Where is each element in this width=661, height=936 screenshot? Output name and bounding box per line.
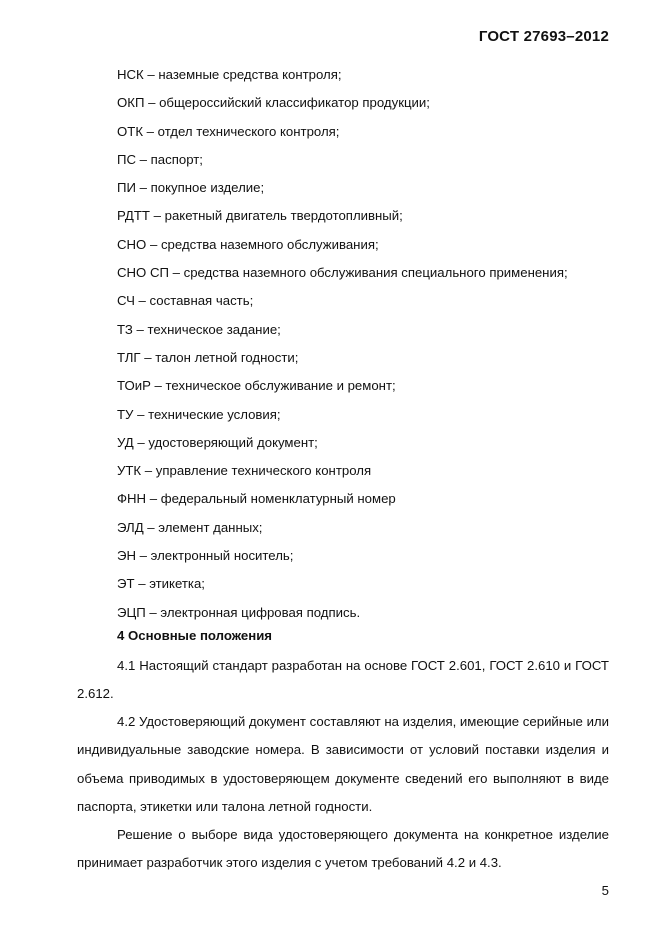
paragraph-text: 4.1 Настоящий стандарт разработан на основе ГОСТ 2.601, ГОСТ 2.610 и ГОСТ 2.612.	[77, 658, 609, 702]
abbreviation-item: ТЛГ – талон летной годности;	[117, 349, 299, 365]
abbreviation-item: УД – удостоверяющий документ;	[117, 434, 318, 450]
abbreviation-item: ЭЦП – электронная цифровая подпись.	[117, 604, 361, 620]
abbreviation-item: ПИ – покупное изделие;	[117, 180, 265, 196]
abbreviation-item: СНО – средства наземного обслуживания;	[117, 236, 379, 252]
abbreviation-item: ТУ – технические условия;	[117, 406, 281, 422]
document-code: ГОСТ 27693–2012	[478, 28, 609, 45]
abbreviation-item: УТК – управление технического контроля	[117, 463, 372, 479]
paragraph-decision	[77, 821, 609, 878]
abbreviation-item: ОКП – общероссийский классификатор продукции;	[117, 95, 430, 111]
abbreviation-list	[117, 66, 568, 632]
abbreviation-item: ПС – паспорт;	[117, 151, 203, 167]
paragraph-4-2	[77, 708, 609, 821]
abbreviation-item: ЭТ – этикетка;	[117, 576, 205, 592]
paragraph-4-1	[77, 652, 609, 709]
abbreviation-item: ЭН – электронный носитель;	[117, 548, 294, 564]
abbreviation-item: ТЗ – техническое задание;	[117, 321, 281, 337]
abbreviation-item: ТОиР – техническое обслуживание и ремонт;	[117, 378, 396, 394]
page-number: 5	[601, 883, 609, 898]
abbreviation-item: ОТК – отдел технического контроля;	[117, 123, 340, 139]
abbreviation-item: РДТТ – ракетный двигатель твердотопливный;	[117, 208, 403, 224]
abbreviation-item: ФНН – федеральный номенклатурный номер	[117, 491, 396, 507]
abbreviation-item: НСК – наземные средства контроля;	[117, 67, 342, 82]
abbreviation-item: СЧ – составная часть;	[117, 293, 254, 309]
paragraph-text: Решение о выборе вида удостоверяющего документа на конкретное изделие принимает разработчик этого изделия с учетом требований 4.2 и 4.3.	[77, 827, 609, 871]
section-heading: 4 Основные положения	[117, 628, 272, 643]
abbreviation-item: ЭЛД – элемент данных;	[117, 519, 263, 535]
abbreviation-item: СНО СП – средства наземного обслуживания специального применения;	[117, 265, 568, 281]
paragraph-text: 4.2 Удостоверяющий документ составляют на изделия, имеющие серийные или индивидуальные заводские номера. В зависимости от условий поставки изделия и объема приводимых в удостоверяющем документе сведений его выполняют в виде паспорта, этикетки или талона летной годности.	[77, 714, 609, 814]
